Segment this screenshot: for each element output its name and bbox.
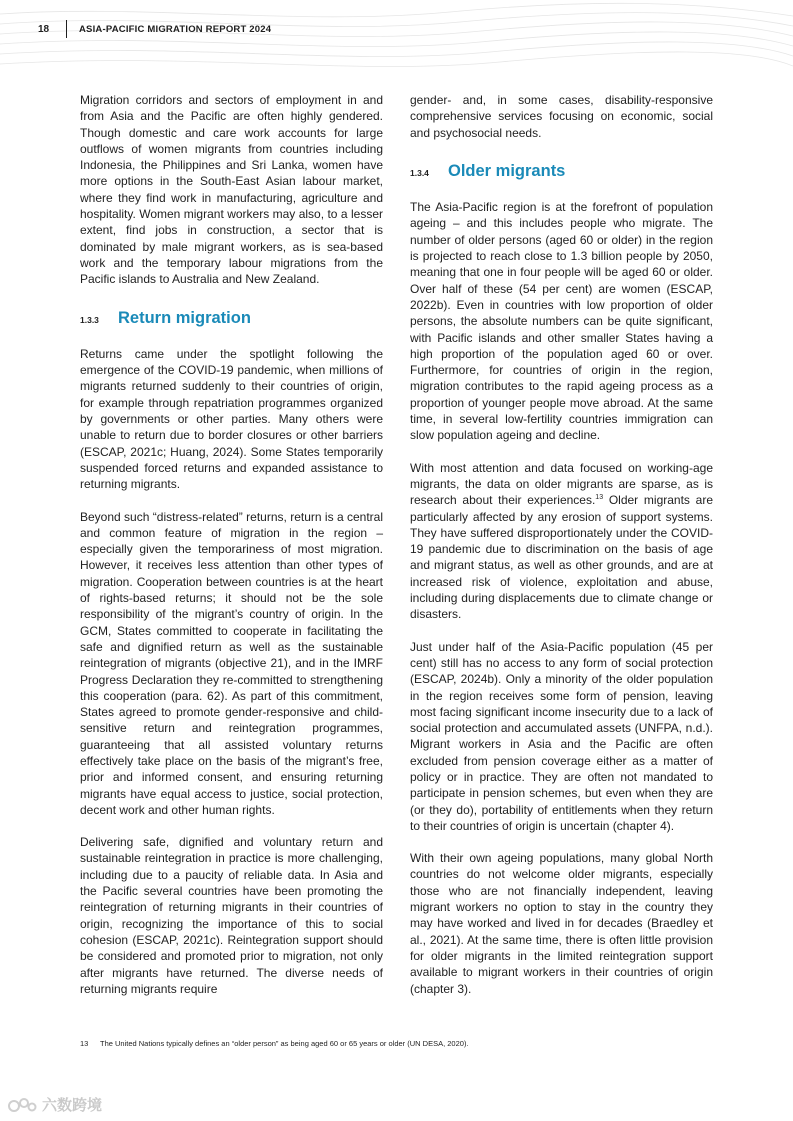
watermark [8,1094,102,1115]
paragraph-population-ageing: The Asia-Pacific region is at the forefront of population ageing – and this includes people who migrate. The number of older persons (aged 60 or older) in the region is projected to reach close to 1.3 billion people by 2050, meaning that one in four people will be aged 60 or older. Over half of these (54 per cent) are women (ESCAP, 2022b). Even in countries with low proportion of older persons, the absolute numbers can be quite significant, with Pacific islands and other smaller States having a high proportion of the population aged 60 or over. Furthermore, for countries of origin in the region, migration contributes to the rapid ageing process as a proportion of younger people move abroad. At the same time, in several low-fertility countries immigration can slow population ageing and decline. [410,200,713,443]
section-number: 1.3.4 [410,167,429,178]
paragraph-gendered-corridors: Migration corridors and sectors of employment in and from Asia and the Pacific are often highly gendered. Though domestic and care work accounts for large outflows of women migrants from countries including Indonesia, the Philippines and Sri Lanka, women have more options in the South-East Asian labour market, where they find work in manufacturing, agriculture and hospitality. Women migrant workers may also, to a lesser extent, find jobs in construction, a sector that is dominated by male migrant workers, as is sea-based work and the temporary labour migrations from the Pacific islands to Australia and New Zealand. [80,93,383,287]
footnote [80,1039,730,1048]
section-title: Return migration [118,308,251,327]
running-title: ASIA-PACIFIC MIGRATION REPORT 2024 [79,23,272,35]
paragraph-older-migrants-data [410,460,713,623]
header-divider [66,20,67,38]
paragraph-distress-returns: Beyond such “distress-related” returns, return is a central and common feature of migration in the region – especially given the temporariness of most migration. However, it receives less attention than other types of migration. Cooperation between countries is at the heart of rights-based returns; it should not be the sole responsibility of the migrant’s country of origin. In the GCM, States committed to cooperate in facilitating the safe and dignified return as well as the sustainable reintegration of migrants (objective 21), and in the IMRF Progress Declaration they re-committed to strengthening this cooperation (para. 62). As part of this commitment, States agreed to promote gender-responsive and child-sensitive return and reintegration programmes, guaranteeing that all assisted voluntary returns effectively take place on the basis of the migrant’s free, prior and informed consent, and ensuring returning migrants have equal access to justice, social protection, decent work and other human rights. [80,509,383,817]
right-column [410,92,713,1013]
paragraph-services-continued: gender- and, in some cases, disability-responsive comprehensive services focusing on economic, social and psychosocial needs. [410,93,713,140]
footnote-reference[interactable]: 13 [595,494,604,502]
section-heading-return-migration [80,310,383,328]
left-column [80,92,383,1013]
paragraph-covid-returns: Returns came under the spotlight following the emergence of the COVID-19 pandemic, when millions of migrants returned suddenly to their countries of origin, for example through repatriation programmes organized by governments or other parties. Many others were unable to return due to border closures or other barriers (ESCAP, 2021c; Huang, 2024). Some States temporarily suspended forced returns and expanded assistance to returning migrants. [80,346,383,492]
watermark-text: 六数跨境 [42,1097,103,1114]
watermark-logo-icon [8,1096,38,1114]
page-number: 18 [38,23,50,35]
paragraph-text: Older migrants are particularly affected by any erosion of support systems. They have suffered disproportionately under the COVID-19 pandemic due to discrimination on the basis of age and migrant status, as well as other grounds, and are at increased risk of violence, exploitation and abuse, including during displacements due to climate change or disasters. [410,493,713,622]
paragraph-global-north: With their own ageing populations, many global North countries do not welcome older migrants, especially those who are not financially independent, leaving migrant workers no option to stay in the country they may have worked and lived in for decades (Braedley et al., 2021). At the same time, there is often little provision for older migrants in the limited reintegration support available to migrant workers in their countries of origin (chapter 3). [410,851,713,996]
section-number: 1.3.3 [80,314,99,325]
section-title: Older migrants [448,161,566,180]
paragraph-text: With most attention and data focused on working-age migrants, the data on older migrants are sparse, as is research about their experiences. [410,460,713,508]
section-heading-older-migrants [410,163,713,181]
footnote-text: The United Nations typically defines an “older person” as being aged 60 or 65 years or older (UN DESA, 2020). [100,1039,469,1048]
page-header [38,20,271,38]
header-wave-decoration [0,0,793,90]
paragraph-reintegration: Delivering safe, dignified and voluntary return and sustainable reintegration in practice is more challenging, including due to a paucity of reliable data. In Asia and the Pacific several countries have been promoting the reintegration of returning migrants in their countries of origin, recognizing the importance of this to social cohesion (ESCAP, 2021c). Reintegration support should be considered and promoted prior to migration, not only after migrants have returned. The diverse needs of returning migrants require [80,835,383,996]
footnote-number: 13 [80,1039,89,1048]
paragraph-social-protection: Just under half of the Asia-Pacific population (45 per cent) still has no access to any form of social protection (ESCAP, 2024b). Only a minority of the older population in the region receives some form of pension, leaving most facing significant income insecurity due to a lack of social protection and accumulated assets (UNFPA, n.d.). Migrant workers in Asia and the Pacific are often excluded from pension coverage either as a matter of policy or in practice. They are often not mandated to participate in pension schemes, but even when they are (or they do), portability of entitlements when they return to their countries of origin is uncertain (chapter 4). [410,639,713,833]
